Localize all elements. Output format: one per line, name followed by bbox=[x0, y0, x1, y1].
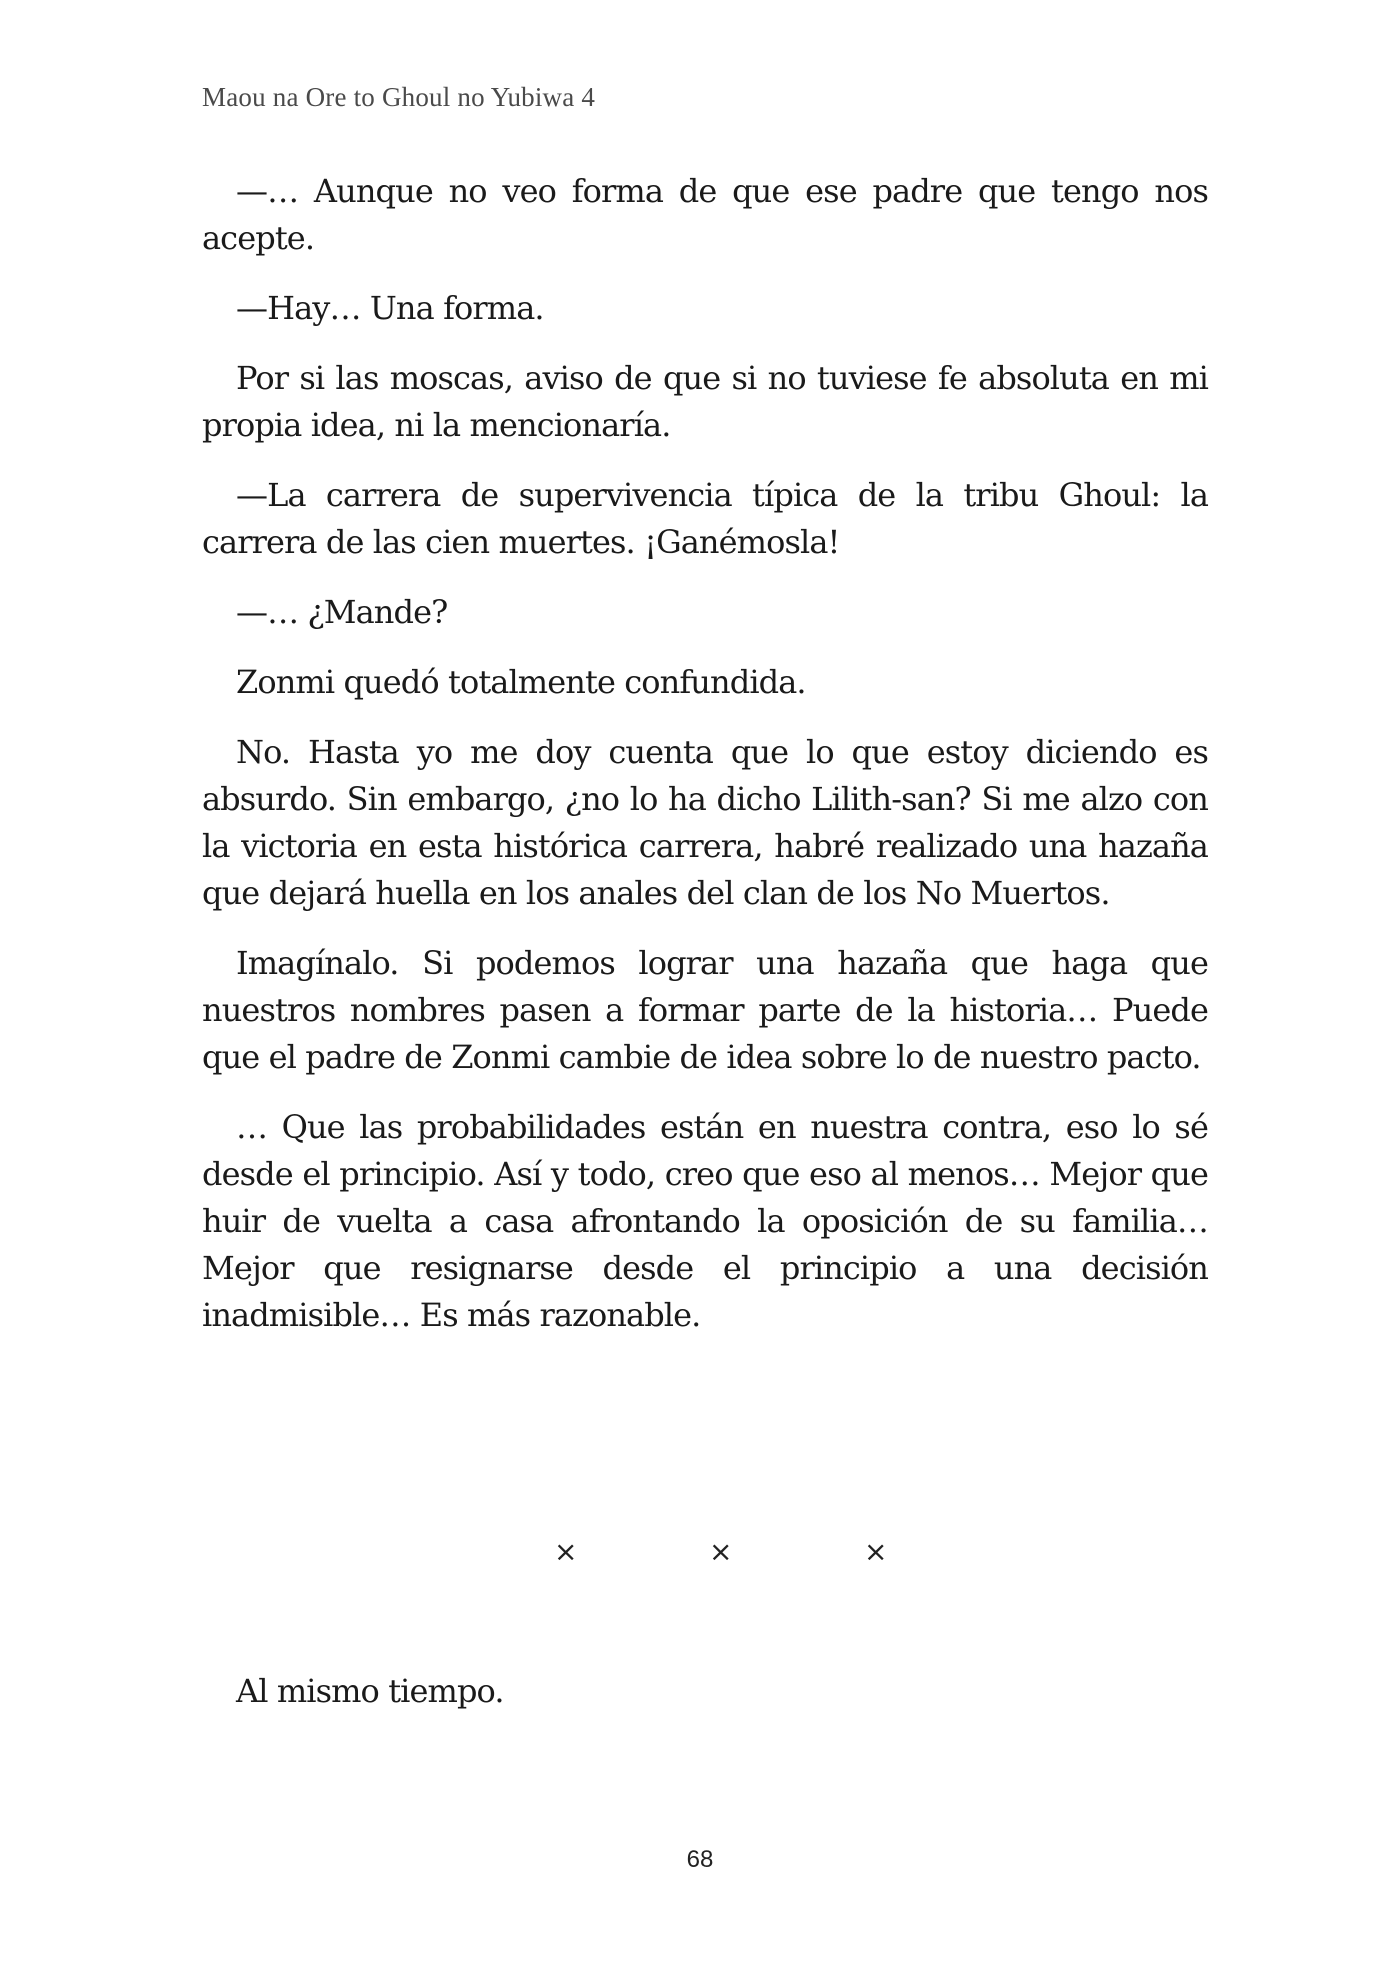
scene-break-mark: × bbox=[709, 1535, 733, 1568]
paragraph: Imagínalo. Si podemos lograr una hazaña que haga que nuestros nombres pasen a formar parte de la historia… Puede que el padre de Zonmi cambie de idea sobre lo de nuestro pacto. bbox=[202, 944, 1208, 1076]
paragraph: —Hay… Una forma. bbox=[236, 289, 544, 327]
scene-break-mark: × bbox=[864, 1535, 888, 1568]
paragraph: Zonmi quedó totalmente confundida. bbox=[236, 663, 806, 701]
paragraph: —… ¿Mande? bbox=[236, 593, 448, 631]
scene-break-mark: × bbox=[554, 1535, 578, 1568]
paragraph: No. Hasta yo me doy cuenta que lo que estoy diciendo es absurdo. Sin embargo, ¿no lo ha dicho Lilith-san? Si me alzo con la victoria en esta histórica carrera, habré realizado una hazaña que dejará huella en los anales del clan de los No Muertos. bbox=[202, 733, 1208, 912]
paragraph: Por si las moscas, aviso de que si no tuviese fe absoluta en mi propia idea, ni la mencionaría. bbox=[202, 359, 1208, 444]
paragraph: —La carrera de supervivencia típica de la tribu Ghoul: la carrera de las cien muertes. ¡Ganémosla! bbox=[202, 476, 1208, 561]
body-text bbox=[202, 168, 1208, 1362]
paragraph: … Que las probabilidades están en nuestra contra, eso lo sé desde el principio. Así y todo, creo que eso al menos… Mejor que huir de vuelta a casa afrontando la oposición de su familia… Mejor que resignarse desde el principio a una decisión inadmisible… Es más razonable. bbox=[202, 1108, 1208, 1334]
scene-break bbox=[0, 1535, 1400, 1575]
page-number: 68 bbox=[686, 1846, 714, 1873]
closing-paragraph: Al mismo tiempo. bbox=[236, 1672, 504, 1710]
paragraph: —… Aunque no veo forma de que ese padre que tengo nos acepte. bbox=[202, 172, 1208, 257]
running-header: Maou na Ore to Ghoul no Yubiwa 4 bbox=[202, 82, 596, 112]
